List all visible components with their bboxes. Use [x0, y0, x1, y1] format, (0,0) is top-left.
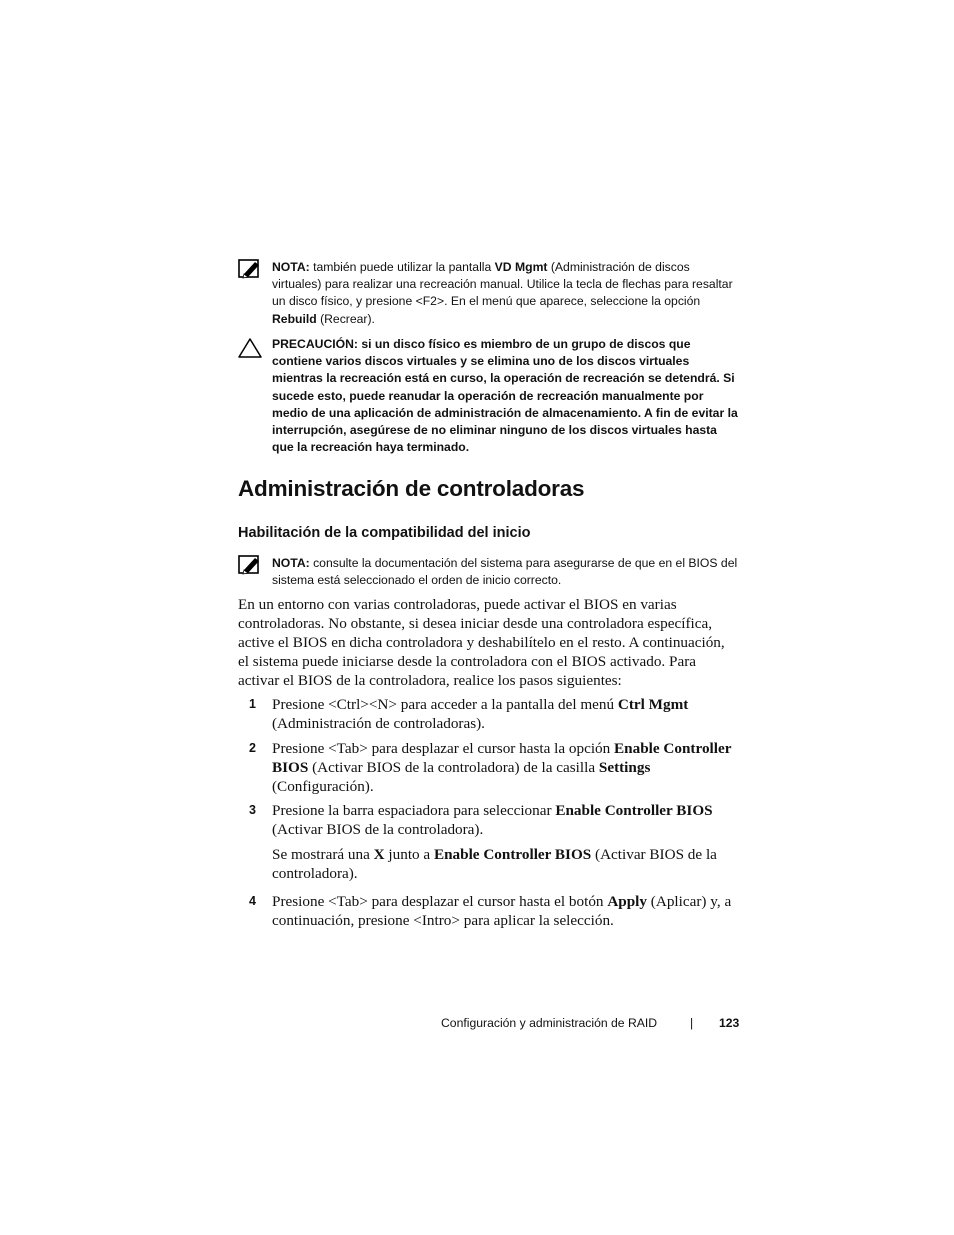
- page-number: 123: [719, 1016, 740, 1030]
- list-item: 3 Presione la barra espaciadora para seleccionar Enable Controller BIOS (Activar BIOS de la controladora). Se mostrará una X junto a Enable Controller BIOS (Activar BIOS de la controladora).: [238, 801, 738, 883]
- note-block-2: [238, 555, 738, 589]
- list-item: 2 Presione <Tab> para desplazar el cursor hasta la opción Enable Controller BIOS (Activar BIOS de la controladora) de la casilla Settings (Configuración).: [249, 740, 732, 795]
- caution-block: [238, 336, 738, 456]
- note-text: NOTA: también puede utilizar la pantalla VD Mgmt (Administración de discos virtuales) para realizar una recreación manual. Utilice la tecla de flechas para resaltar un disco físico, y presione <F2>. En el menú que aparece, seleccione la opción Rebuild (Recrear).: [272, 260, 733, 326]
- step-number: 2: [249, 741, 256, 755]
- step-number: 1: [249, 697, 256, 711]
- section-heading: Administración de controladoras: [238, 476, 585, 501]
- note-label: NOTA:: [272, 556, 310, 570]
- note-block: [238, 259, 738, 328]
- pencil-note-icon: [238, 555, 262, 575]
- intro-paragraph: En un entorno con varias controladoras, puede activar el BIOS en varias controladoras. No obstante, si desea iniciar desde una controladora específica, active el BIOS en dicha controladora y deshabilítelo en el resto. A continuación, el sistema puede iniciarse desde la controladora con el BIOS activado. Para activar el BIOS de la controladora, realice los pasos siguientes:: [238, 596, 725, 689]
- list-item: 1 Presione <Ctrl><N> para acceder a la pantalla del menú Ctrl Mgmt (Administración de controladoras).: [249, 696, 689, 732]
- footer-section-title: Configuración y administración de RAID: [441, 1016, 658, 1030]
- pencil-note-icon: [238, 259, 262, 279]
- note-text: NOTA: consulte la documentación del sistema para asegurarse de que en el BIOS del sistema está seleccionado el orden de inicio correcto.: [272, 556, 738, 588]
- list-item: 4 Presione <Tab> para desplazar el cursor hasta el botón Apply (Aplicar) y, a continuación, presione <Intro> para aplicar la selección.: [249, 893, 732, 929]
- footer-separator: |: [690, 1016, 694, 1030]
- caution-text: PRECAUCIÓN: si un disco físico es miembro de un grupo de discos que contiene varios discos virtuales y se elimina uno de los discos virtuales mientras la recreación está en curso, la operación de recreación se detendrá. Si sucede esto, puede reanudar la operación de recreación manualmente por medio de una aplicación de administración de almacenamiento. A fin de evitar la interrupción, asegúrese de no eliminar ninguno de los discos virtuales hasta que la recreación haya terminado.: [272, 337, 738, 455]
- caution-label: PRECAUCIÓN:: [272, 337, 358, 351]
- note-label: NOTA:: [272, 260, 310, 274]
- step-number: 4: [249, 894, 256, 908]
- step-number: 3: [249, 803, 256, 817]
- subsection-heading: Habilitación de la compatibilidad del inicio: [238, 525, 531, 541]
- warning-triangle-icon: [238, 338, 262, 358]
- step-subparagraph: Se mostrará una X junto a Enable Controller BIOS (Activar BIOS de la controladora).: [272, 846, 717, 882]
